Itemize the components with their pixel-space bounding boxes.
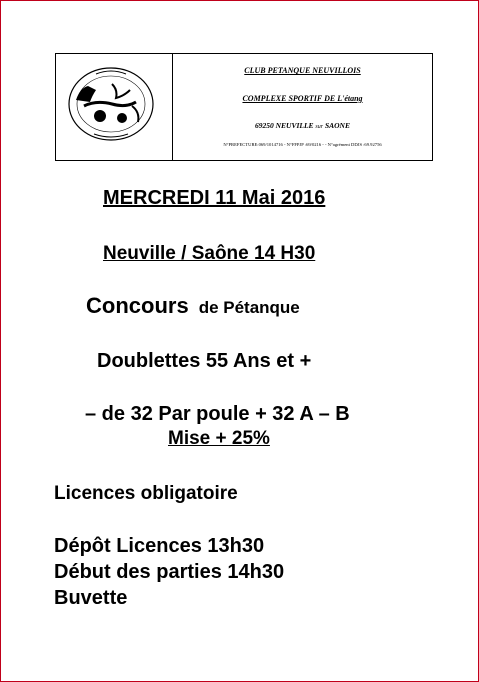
event-format: – de 32 Par poule + 32 A – B xyxy=(85,403,350,425)
event-date: MERCREDI 11 Mai 2016 xyxy=(103,187,326,209)
complex-name: COMPLEXE SPORTIF DE L'étang xyxy=(242,94,363,103)
club-name: CLUB PETANQUE NEUVILLOIS xyxy=(244,66,361,75)
licence-deposit-time: Dépôt Licences 13h30 xyxy=(54,535,265,557)
club-logo xyxy=(56,54,173,160)
event-title-main: Concours xyxy=(86,293,189,318)
club-info xyxy=(173,54,432,160)
petanque-logo-icon xyxy=(66,66,156,144)
club-header xyxy=(55,53,433,161)
address-river: SAONE xyxy=(324,121,350,130)
event-category: Doublettes 55 Ans et + xyxy=(97,350,312,372)
address-sur: sur xyxy=(315,124,324,130)
club-address xyxy=(173,121,432,130)
registration-numbers: N°PREFECTURE:069/1014716 - N°FFPJP :69/0216 - - N°agrément DDJS :69.92756 xyxy=(223,142,382,147)
event-title-rest: de Pétanque xyxy=(198,298,300,317)
game-start-time: Début des parties 14h30 xyxy=(54,561,285,583)
address-postcode: 69250 NEUVILLE xyxy=(255,121,314,130)
event-title xyxy=(86,293,300,319)
event-stake: Mise + 25% xyxy=(168,428,270,449)
licence-requirement: Licences obligatoire xyxy=(54,483,238,504)
refreshment-bar: Buvette xyxy=(54,587,128,609)
event-place-time: Neuville / Saône 14 H30 xyxy=(103,243,316,264)
